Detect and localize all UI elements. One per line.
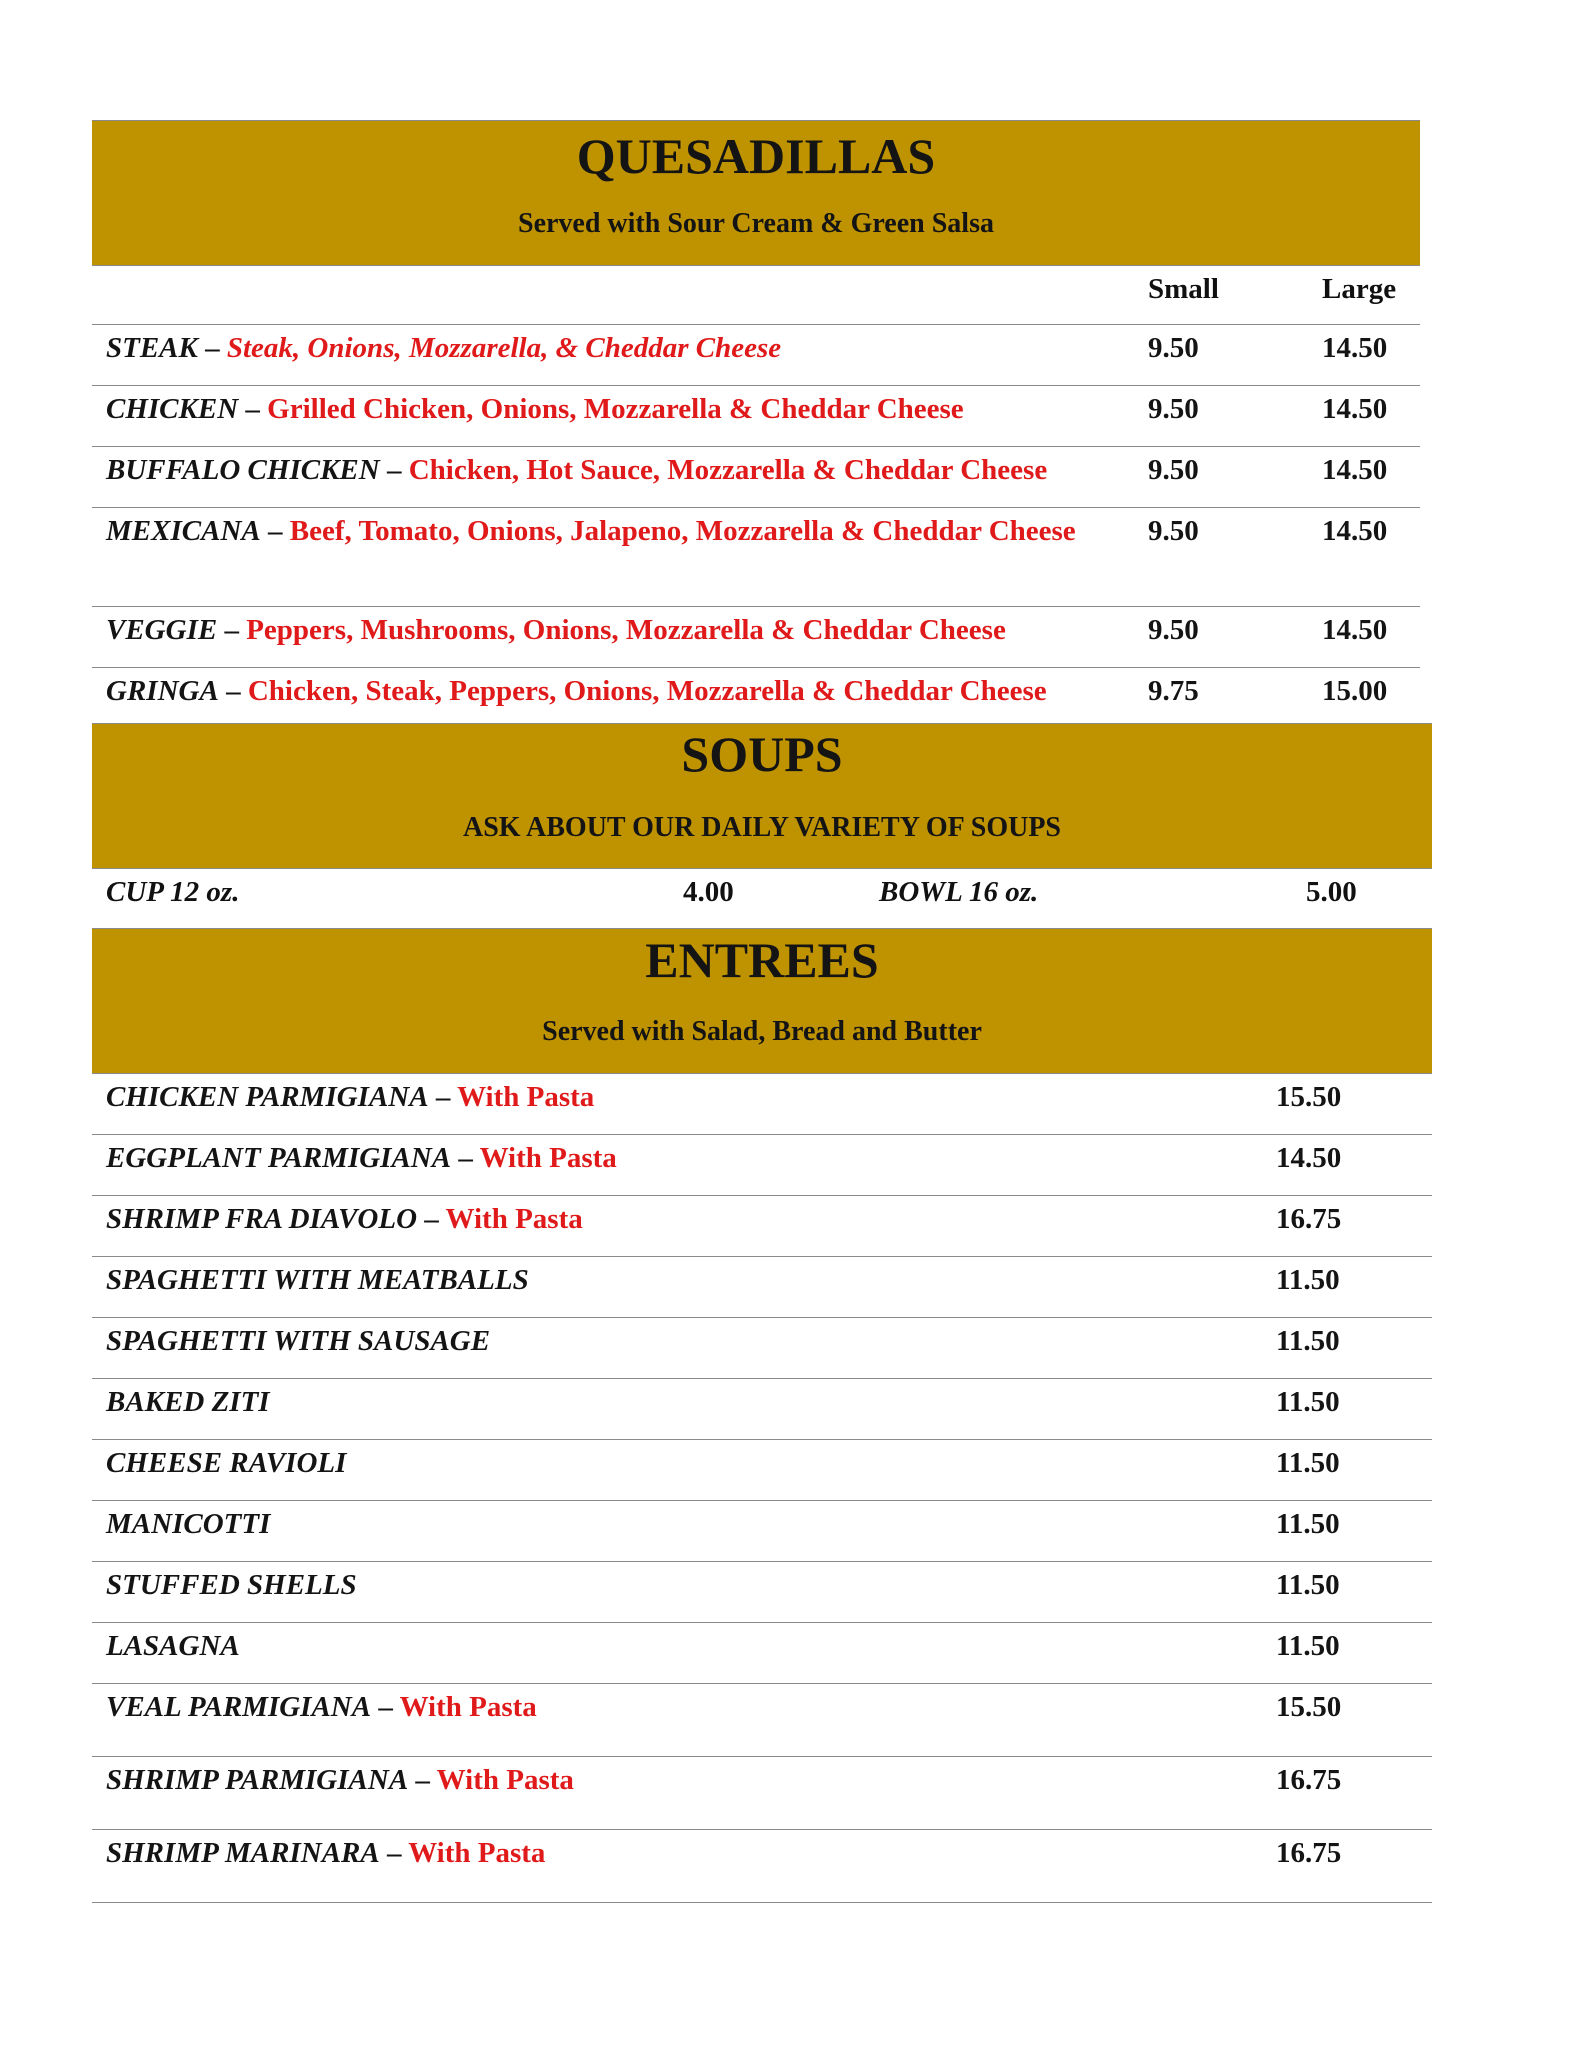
item-price: 11.50: [1276, 1508, 1340, 1540]
cup-label: CUP 12 oz.: [106, 876, 240, 908]
item-description: [106, 451, 1166, 489]
item-separator: –: [408, 1764, 437, 1796]
quesadillas-title: QUESADILLAS: [576, 128, 936, 184]
entree-row: [92, 1440, 1432, 1501]
entree-row: [92, 1196, 1432, 1257]
item-separator: –: [428, 1081, 458, 1113]
item-description: [106, 1261, 529, 1299]
item-price: 11.50: [1276, 1447, 1340, 1479]
quesadilla-row: [92, 386, 1420, 447]
item-name: CHICKEN: [106, 393, 239, 425]
quesadilla-row: [92, 447, 1420, 508]
item-detail: With Pasta: [445, 1203, 583, 1235]
entree-row: [92, 1684, 1432, 1757]
item-price: 16.75: [1276, 1837, 1342, 1869]
item-name: EGGPLANT PARMIGIANA: [106, 1142, 452, 1174]
item-description: [106, 1444, 346, 1482]
soups-title: SOUPS: [681, 726, 843, 782]
column-large-label: Large: [1322, 273, 1397, 305]
item-name: SHRIMP PARMIGIANA: [106, 1764, 409, 1796]
item-description: [106, 1761, 574, 1799]
price-small: 9.50: [1148, 332, 1199, 364]
item-name: SPAGHETTI WITH MEATBALLS: [106, 1264, 529, 1296]
item-description: [106, 672, 1166, 710]
soups-section: [92, 723, 1432, 929]
item-separator: –: [238, 393, 268, 425]
price-large: 14.50: [1322, 454, 1388, 486]
item-detail: Chicken, Steak, Peppers, Onions, Mozzarella & Cheddar Cheese: [247, 675, 1047, 707]
price-small: 9.50: [1148, 515, 1199, 547]
entrees-section: [92, 928, 1432, 1903]
quesadillas-subtitle: Served with Sour Cream & Green Salsa: [518, 208, 994, 239]
quesadilla-row: [92, 668, 1420, 728]
price-small: 9.50: [1148, 614, 1199, 646]
item-detail: With Pasta: [436, 1764, 574, 1796]
bowl-label: BOWL 16 oz.: [879, 876, 1039, 908]
soup-sizes-row: [92, 869, 1432, 929]
item-description: [106, 1200, 583, 1238]
item-detail: With Pasta: [408, 1837, 546, 1869]
item-description: [106, 1566, 357, 1604]
item-price: 16.75: [1276, 1764, 1342, 1796]
entree-row: [92, 1379, 1432, 1440]
entree-row: [92, 1623, 1432, 1684]
item-name: SHRIMP FRA DIAVOLO: [106, 1203, 418, 1235]
entrees-header-band: [92, 928, 1432, 1074]
price-large: 14.50: [1322, 515, 1388, 547]
item-name: VEAL PARMIGIANA: [106, 1691, 372, 1723]
item-detail: Steak, Onions, Mozzarella, & Cheddar Cheese: [226, 332, 782, 364]
item-description: [106, 390, 1166, 428]
entree-row: [92, 1757, 1432, 1830]
item-price: 11.50: [1276, 1386, 1340, 1418]
item-description: [106, 1383, 270, 1421]
item-name: VEGGIE: [106, 614, 218, 646]
quesadilla-row: [92, 325, 1420, 386]
item-separator: –: [260, 515, 290, 547]
item-name: SPAGHETTI WITH SAUSAGE: [106, 1325, 491, 1357]
item-description: [106, 611, 1166, 649]
item-detail: Peppers, Mushrooms, Onions, Mozzarella & Cheddar Cheese: [246, 614, 1006, 646]
price-large: 14.50: [1322, 393, 1388, 425]
item-separator: –: [197, 332, 227, 364]
quesadilla-row: [92, 607, 1420, 668]
entree-row: [92, 1501, 1432, 1562]
item-name: STUFFED SHELLS: [106, 1569, 357, 1601]
bowl-price: 5.00: [1306, 876, 1357, 908]
item-name: LASAGNA: [106, 1630, 240, 1662]
item-name: BAKED ZITI: [106, 1386, 270, 1418]
item-separator: –: [218, 675, 248, 707]
item-price: 15.50: [1276, 1691, 1342, 1723]
item-name: GRINGA: [106, 675, 219, 707]
item-separator: –: [451, 1142, 480, 1174]
item-description: [106, 512, 1096, 550]
item-price: 11.50: [1276, 1569, 1340, 1601]
entrees-subtitle: Served with Salad, Bread and Butter: [542, 1016, 982, 1047]
cup-price: 4.00: [683, 876, 734, 908]
price-large: 15.00: [1322, 675, 1388, 707]
item-price: 11.50: [1276, 1325, 1340, 1357]
price-large: 14.50: [1322, 332, 1388, 364]
item-name: BUFFALO CHICKEN: [106, 454, 380, 486]
item-detail: With Pasta: [399, 1691, 537, 1723]
item-detail: With Pasta: [479, 1142, 617, 1174]
soups-header-band: [92, 723, 1432, 869]
price-small: 9.50: [1148, 454, 1199, 486]
item-name: CHEESE RAVIOLI: [106, 1447, 347, 1479]
price-small: 9.75: [1148, 675, 1199, 707]
item-name: MEXICANA: [106, 515, 261, 547]
entrees-title: ENTREES: [645, 932, 879, 988]
item-price: 14.50: [1276, 1142, 1342, 1174]
item-price: 16.75: [1276, 1203, 1342, 1235]
entree-row: [92, 1074, 1432, 1135]
item-price: 15.50: [1276, 1081, 1342, 1113]
entree-row: [92, 1830, 1432, 1903]
price-small: 9.50: [1148, 393, 1199, 425]
item-price: 11.50: [1276, 1264, 1340, 1296]
item-description: [106, 1322, 490, 1360]
quesadilla-row: [92, 508, 1420, 607]
item-name: SHRIMP MARINARA: [106, 1837, 380, 1869]
item-separator: –: [379, 454, 409, 486]
item-description: [106, 1078, 594, 1116]
soups-subtitle: ASK ABOUT OUR DAILY VARIETY OF SOUPS: [462, 812, 1061, 843]
entree-row: [92, 1318, 1432, 1379]
item-description: [106, 1834, 545, 1872]
entree-row: [92, 1135, 1432, 1196]
item-description: [106, 1139, 617, 1177]
item-detail: Grilled Chicken, Onions, Mozzarella & Cheddar Cheese: [267, 393, 964, 425]
quesadillas-header-band: [92, 120, 1420, 266]
item-name: CHICKEN PARMIGIANA: [106, 1081, 429, 1113]
item-description: [106, 1688, 537, 1726]
item-separator: –: [217, 614, 247, 646]
item-price: 11.50: [1276, 1630, 1340, 1662]
item-detail: With Pasta: [457, 1081, 595, 1113]
item-name: MANICOTTI: [106, 1508, 271, 1540]
price-large: 14.50: [1322, 614, 1388, 646]
item-description: [106, 1627, 240, 1665]
item-description: [106, 1505, 270, 1543]
column-small-label: Small: [1148, 273, 1219, 305]
item-separator: –: [417, 1203, 446, 1235]
quesadillas-column-headers: [92, 266, 1420, 325]
entree-row: [92, 1562, 1432, 1623]
item-detail: Beef, Tomato, Onions, Jalapeno, Mozzarella & Cheddar Cheese: [289, 515, 1076, 547]
entree-row: [92, 1257, 1432, 1318]
item-name: STEAK: [106, 332, 198, 364]
item-separator: –: [371, 1691, 400, 1723]
quesadillas-section: [92, 120, 1420, 728]
item-description: [106, 329, 1166, 367]
item-separator: –: [379, 1837, 409, 1869]
item-detail: Chicken, Hot Sauce, Mozzarella & Cheddar Cheese: [408, 454, 1048, 486]
